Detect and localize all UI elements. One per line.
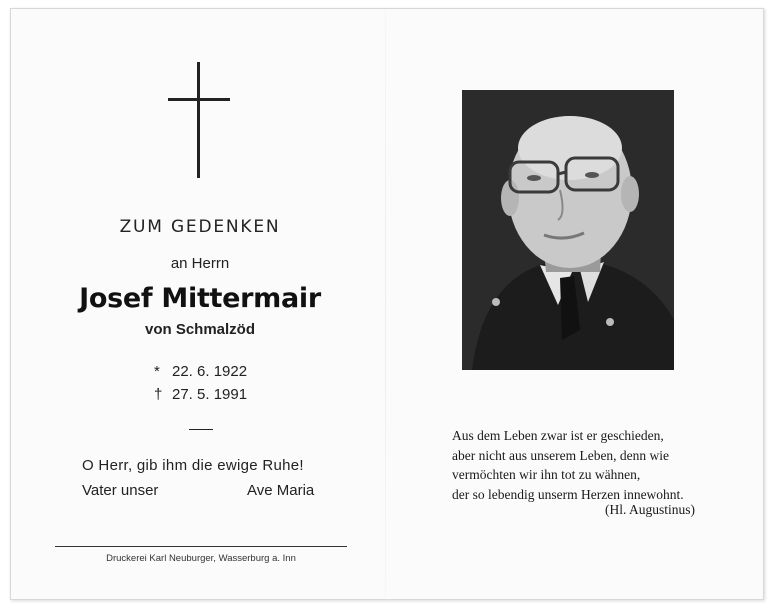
latin-cross-icon	[168, 62, 230, 178]
deceased-name: Josef Mittermair	[79, 283, 321, 314]
death-date: 27. 5. 1991	[172, 386, 248, 403]
prayer-vater-unser: Vater unser	[82, 482, 159, 499]
portrait-photo	[462, 90, 674, 370]
memorial-subheading: an Herrn	[170, 255, 230, 272]
footer-rule	[55, 546, 347, 547]
quote-line: Aus dem Leben zwar ist er geschieden,	[452, 428, 664, 443]
prayer-line: O Herr, gib ihm die ewige Ruhe!	[82, 457, 304, 474]
prayer-ave-maria: Ave Maria	[247, 482, 315, 499]
printer-credit: Druckerei Karl Neuburger, Wasserburg a. Inn	[106, 553, 296, 564]
birth-date-row	[154, 360, 247, 383]
death-date-row	[154, 383, 247, 406]
quote-attribution: (Hl. Augustinus)	[604, 502, 695, 517]
quote-line: der so lebendig unserm Herzen innewohnt.	[452, 486, 684, 502]
deceased-origin: von Schmalzöd	[144, 321, 256, 338]
life-dates	[154, 360, 247, 406]
card-fold	[385, 8, 386, 598]
quote-line: vermöchten wir ihn tot zu wähnen,	[452, 467, 641, 482]
birth-star-icon: *	[154, 363, 160, 380]
memorial-heading: ZUM GEDENKEN	[119, 217, 281, 237]
quote-line: aber nicht aus unserem Leben, denn wie	[452, 447, 670, 463]
divider-dash	[189, 429, 213, 430]
birth-date: 22. 6. 1922	[172, 363, 248, 380]
death-dagger-icon: †	[154, 386, 163, 403]
augustinus-quote	[452, 426, 697, 504]
